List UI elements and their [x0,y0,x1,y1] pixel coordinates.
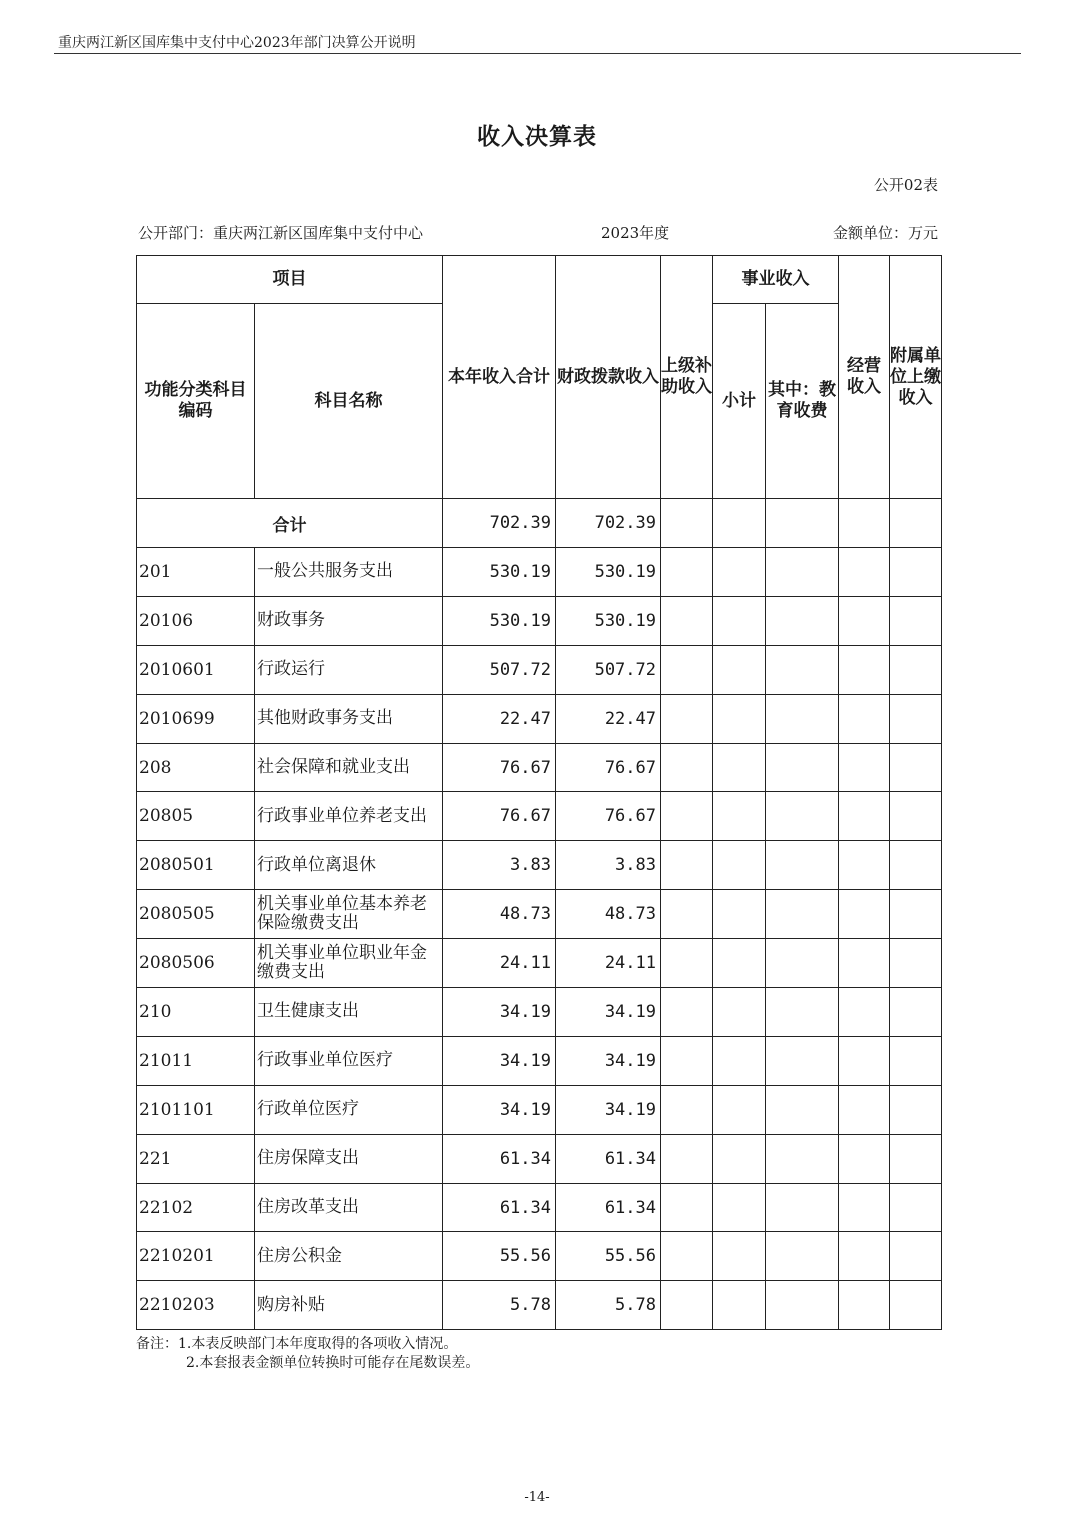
table-row [137,596,942,645]
empty-cell [713,645,766,694]
empty-cell [890,499,942,548]
empty-cell [766,548,839,597]
empty-cell [713,1085,766,1134]
department-label: 公开部门：重庆两江新区国库集中支付中心 [138,224,424,242]
total-income-value: 61.34 [443,1183,556,1232]
empty-cell [661,841,713,890]
empty-cell [839,1085,890,1134]
empty-cell [713,792,766,841]
subject-name: 一般公共服务支出 [255,548,443,597]
subject-name: 卫生健康支出 [255,988,443,1037]
empty-cell [839,548,890,597]
empty-cell [890,1281,942,1330]
total-row [137,499,942,548]
empty-cell [661,939,713,988]
table-row [137,1036,942,1085]
col-header-business-income: 事业收入 [713,256,839,304]
total-income-value: 5.78 [443,1281,556,1330]
empty-cell [713,743,766,792]
total-income-value: 34.19 [443,1036,556,1085]
table-row [137,1134,942,1183]
table-row [137,694,942,743]
fiscal-income-value: 34.19 [556,1085,661,1134]
subject-code: 2080501 [137,841,255,890]
col-header-project: 项目 [137,256,443,304]
empty-cell [661,988,713,1037]
subject-name: 住房公积金 [255,1232,443,1281]
table-row [137,792,942,841]
col-header-func-code: 功能分类科目编码 [137,304,255,499]
fiscal-income-value: 507.72 [556,645,661,694]
note-1: 备注：1.本表反映部门本年度取得的各项收入情况。 [136,1336,458,1352]
subject-name: 行政运行 [255,645,443,694]
empty-cell [661,743,713,792]
fiscal-income-value: 24.11 [556,939,661,988]
empty-cell [839,1183,890,1232]
empty-cell [890,1232,942,1281]
empty-cell [661,1183,713,1232]
col-header-superior-subsidy: 上级补助收入 [661,256,713,499]
subject-name: 行政单位医疗 [255,1085,443,1134]
empty-cell [713,1281,766,1330]
empty-cell [766,1281,839,1330]
empty-cell [839,841,890,890]
subject-code: 2210203 [137,1281,255,1330]
table-row [137,1281,942,1330]
empty-cell [890,645,942,694]
empty-cell [766,939,839,988]
empty-cell [713,596,766,645]
col-header-education-fees: 其中：教育收费 [766,304,839,499]
page-number: -14- [524,1490,550,1505]
fiscal-income-value: 3.83 [556,841,661,890]
subject-code: 2101101 [137,1085,255,1134]
header-divider [54,53,1021,54]
empty-cell [713,1183,766,1232]
total-income-value: 3.83 [443,841,556,890]
header-row-1 [137,256,942,304]
empty-cell [766,1134,839,1183]
empty-cell [839,596,890,645]
fiscal-income-value: 48.73 [556,890,661,939]
subject-name: 机关事业单位基本养老保险缴费支出 [255,890,443,939]
empty-cell [661,890,713,939]
empty-cell [766,694,839,743]
subject-code: 210 [137,988,255,1037]
empty-cell [766,1232,839,1281]
note-2: 2.本套报表金额单位转换时可能存在尾数误差。 [186,1355,480,1371]
table-row [137,743,942,792]
running-header: 重庆两江新区国库集中支付中心2023年部门决算公开说明 [58,35,416,51]
table-row [137,988,942,1037]
table-row [137,890,942,939]
subject-code: 2080506 [137,939,255,988]
empty-cell [839,1134,890,1183]
empty-cell [713,841,766,890]
empty-cell [661,1232,713,1281]
empty-cell [661,548,713,597]
empty-cell [890,694,942,743]
empty-cell [839,694,890,743]
empty-cell [713,1134,766,1183]
fiscal-year: 2023年度 [601,224,670,242]
empty-cell [890,596,942,645]
empty-cell [713,499,766,548]
col-header-operating-income: 经营收入 [839,256,890,499]
page-title: 收入决算表 [477,124,597,150]
empty-cell [661,1281,713,1330]
total-income-value: 24.11 [443,939,556,988]
empty-cell [839,1232,890,1281]
empty-cell [890,1134,942,1183]
empty-cell [839,939,890,988]
empty-cell [766,1183,839,1232]
empty-cell [766,841,839,890]
fiscal-income-value: 55.56 [556,1232,661,1281]
subject-code: 208 [137,743,255,792]
empty-cell [890,1036,942,1085]
subject-code: 2010601 [137,645,255,694]
empty-cell [890,743,942,792]
fiscal-income-value: 76.67 [556,792,661,841]
empty-cell [766,988,839,1037]
empty-cell [839,988,890,1037]
empty-cell [766,596,839,645]
total-label: 合计 [137,499,443,548]
subject-name: 住房保障支出 [255,1134,443,1183]
empty-cell [839,890,890,939]
amount-unit: 金额单位：万元 [832,224,938,242]
subject-code: 22102 [137,1183,255,1232]
fiscal-income-value: 61.34 [556,1183,661,1232]
empty-cell [839,645,890,694]
subject-name: 行政事业单位医疗 [255,1036,443,1085]
total-income-value: 48.73 [443,890,556,939]
empty-cell [766,499,839,548]
total-income-value: 530.19 [443,548,556,597]
empty-cell [839,1036,890,1085]
subject-name: 行政单位离退休 [255,841,443,890]
total-income-value: 34.19 [443,988,556,1037]
table-row [137,841,942,890]
subject-name: 社会保障和就业支出 [255,743,443,792]
fiscal-income-value: 22.47 [556,694,661,743]
subject-name: 机关事业单位职业年金缴费支出 [255,939,443,988]
empty-cell [766,890,839,939]
empty-cell [661,596,713,645]
form-code: 公开02表 [873,176,938,194]
subject-name: 其他财政事务支出 [255,694,443,743]
col-header-affiliated-income: 附属单位上缴收入 [890,256,942,499]
subject-code: 20106 [137,596,255,645]
total-income-value: 61.34 [443,1134,556,1183]
subject-code: 2010699 [137,694,255,743]
table-row [137,1232,942,1281]
empty-cell [890,1085,942,1134]
col-header-total-income: 本年收入合计 [443,256,556,499]
fiscal-income-value: 34.19 [556,1036,661,1085]
total-income-value: 530.19 [443,596,556,645]
empty-cell [890,548,942,597]
empty-cell [890,841,942,890]
empty-cell [661,645,713,694]
empty-cell [713,890,766,939]
total-income-value: 55.56 [443,1232,556,1281]
table-row [137,1183,942,1232]
empty-cell [890,1183,942,1232]
table-row [137,939,942,988]
empty-cell [839,792,890,841]
fiscal-income-sum: 702.39 [556,499,661,548]
empty-cell [839,1281,890,1330]
total-income-value: 76.67 [443,792,556,841]
empty-cell [661,1134,713,1183]
empty-cell [713,1036,766,1085]
total-income-value: 34.19 [443,1085,556,1134]
fiscal-income-value: 76.67 [556,743,661,792]
table-row [137,645,942,694]
col-header-subject-name: 科目名称 [255,304,443,499]
empty-cell [766,1085,839,1134]
subject-code: 21011 [137,1036,255,1085]
fiscal-income-value: 34.19 [556,988,661,1037]
subject-code: 201 [137,548,255,597]
total-income-sum: 702.39 [443,499,556,548]
subject-name: 行政事业单位养老支出 [255,792,443,841]
empty-cell [839,499,890,548]
empty-cell [661,1036,713,1085]
subject-code: 20805 [137,792,255,841]
empty-cell [713,988,766,1037]
fiscal-income-value: 61.34 [556,1134,661,1183]
empty-cell [890,939,942,988]
subject-name: 住房改革支出 [255,1183,443,1232]
fiscal-income-value: 5.78 [556,1281,661,1330]
empty-cell [661,792,713,841]
empty-cell [661,1085,713,1134]
total-income-value: 507.72 [443,645,556,694]
income-table [136,255,942,1330]
subject-name: 购房补贴 [255,1281,443,1330]
notes [136,1335,479,1373]
empty-cell [890,988,942,1037]
empty-cell [766,792,839,841]
empty-cell [839,743,890,792]
total-income-value: 22.47 [443,694,556,743]
empty-cell [890,792,942,841]
empty-cell [713,548,766,597]
empty-cell [766,743,839,792]
subject-code: 2080505 [137,890,255,939]
table-row [137,1085,942,1134]
empty-cell [766,1036,839,1085]
col-header-fiscal-income: 财政拨款收入 [556,256,661,499]
subject-code: 221 [137,1134,255,1183]
empty-cell [713,694,766,743]
subject-name: 财政事务 [255,596,443,645]
total-income-value: 76.67 [443,743,556,792]
empty-cell [713,1232,766,1281]
empty-cell [713,939,766,988]
empty-cell [890,890,942,939]
subject-code: 2210201 [137,1232,255,1281]
fiscal-income-value: 530.19 [556,548,661,597]
empty-cell [661,694,713,743]
col-header-subtotal: 小计 [713,304,766,499]
empty-cell [661,499,713,548]
empty-cell [766,645,839,694]
table-row [137,548,942,597]
fiscal-income-value: 530.19 [556,596,661,645]
